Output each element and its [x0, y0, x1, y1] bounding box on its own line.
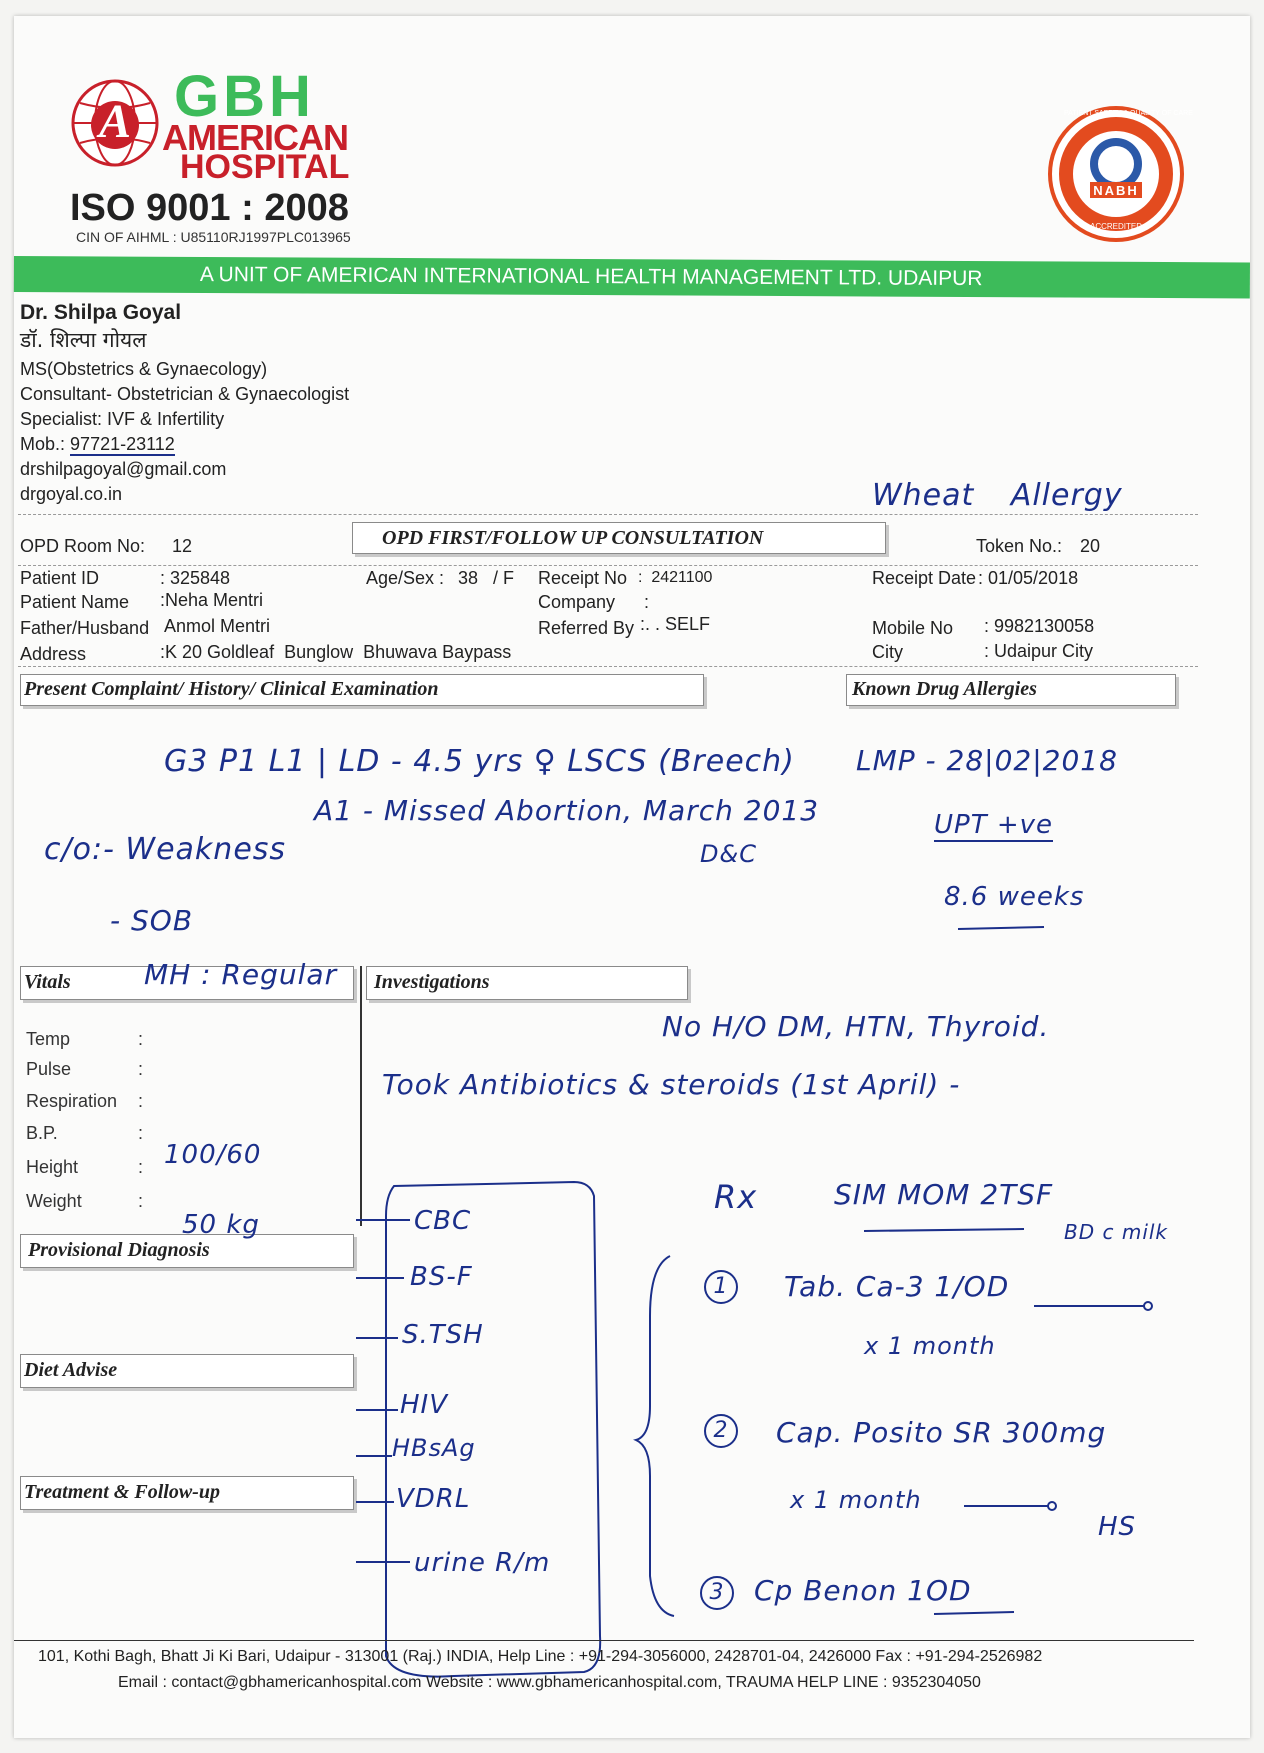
investigation-hbsag: HBsAg	[392, 1434, 476, 1462]
receipt-value: : 2421100	[638, 569, 713, 586]
nabh-ring-text: PATIENT SAFETY & QUALITY OF CARE	[1064, 110, 1193, 117]
footer-divider	[14, 1640, 1194, 1641]
receipt-date-label: Receipt Date	[872, 568, 977, 588]
cin-number: CIN OF AIHML : U85110RJ1997PLC013965	[76, 229, 351, 245]
opd-room-label: OPD Room No:	[20, 536, 146, 556]
referred-value: :. . SELF	[640, 614, 711, 634]
mobile-label: Mobile No	[872, 618, 954, 638]
weight-colon: :	[138, 1191, 144, 1211]
prescription-sheet	[14, 16, 1250, 1738]
allergy-note: Wheat Allergy	[872, 478, 1123, 513]
company-value: :	[644, 592, 650, 612]
hospital-name-hospital: HOSPITAL	[180, 148, 350, 186]
respiration-colon: :	[138, 1091, 144, 1111]
rx1-medicine: Tab. Ca-3 1/OD	[784, 1270, 1010, 1303]
receipt-label: Receipt No	[538, 568, 628, 588]
address-value: :K 20 Goldleaf Bunglow Bhuwava Baypass	[160, 642, 512, 662]
weeks-note: 8.6 weeks	[944, 882, 1085, 912]
investigation-tsh: S.TSH	[402, 1320, 484, 1350]
father-label: Father/Husband	[20, 618, 150, 638]
patient-name-label: Patient Name	[20, 592, 130, 612]
father-value: Anmol Mentri	[164, 616, 271, 636]
rx2-duration: x 1 month	[790, 1486, 922, 1514]
nabh-accredited: ACCREDITED	[1089, 222, 1142, 231]
receipt-date-value: : 01/05/2018	[978, 568, 1079, 588]
doctor-role: Consultant- Obstetrician & Gynaecologist	[20, 384, 350, 404]
pulse-label: Pulse	[26, 1059, 72, 1079]
doctor-email: drshilpagoyal@gmail.com	[20, 459, 227, 479]
rx2-number: 2	[704, 1414, 738, 1448]
doctor-website: drgoyal.co.in	[20, 484, 123, 504]
investigation-bracket	[386, 1182, 600, 1677]
referred-label: Referred By	[538, 618, 635, 638]
form-title: OPD FIRST/FOLLOW UP CONSULTATION	[382, 527, 764, 549]
city-value: : Udaipur City	[984, 641, 1094, 661]
address-label: Address	[20, 644, 87, 664]
rx2-medicine: Cap. Posito SR 300mg	[776, 1416, 1107, 1449]
complaint-weakness: c/o:- Weakness	[44, 832, 287, 867]
height-label: Height	[26, 1157, 79, 1177]
unit-banner-text: A UNIT OF AMERICAN INTERNATIONAL HEALTH MANAGEMENT LTD. UDAIPUR	[199, 262, 983, 291]
investigation-hiv: HIV	[400, 1390, 449, 1420]
doctor-mobile-label: Mob.:	[20, 434, 66, 454]
temp-label: Temp	[26, 1029, 71, 1049]
city-label: City	[872, 642, 903, 662]
respiration-label: Respiration	[26, 1091, 118, 1111]
weight-value: 50 kg	[182, 1210, 260, 1240]
obstetric-history: G3 P1 L1 | LD - 4.5 yrs ♀ LSCS (Breech)	[164, 744, 795, 779]
token-label: Token No.:	[976, 536, 1063, 556]
rx1-duration: x 1 month	[864, 1332, 996, 1360]
opd-room-value: 12	[172, 536, 193, 556]
doctor-degree: MS(Obstetrics & Gynaecology)	[20, 359, 268, 379]
weight-label: Weight	[26, 1191, 82, 1211]
investigation-cbc: CBC	[414, 1206, 472, 1236]
mobile-value: : 9982130058	[984, 616, 1095, 636]
complaint-sob: - SOB	[110, 904, 194, 937]
investigations-title: Investigations	[374, 971, 490, 993]
logo-letter: A	[98, 95, 131, 148]
bp-label: B.P.	[26, 1123, 58, 1143]
nabh-label: NABH	[1093, 183, 1139, 198]
pulse-colon: :	[138, 1059, 144, 1079]
medical-history: No H/O DM, HTN, Thyroid.	[662, 1010, 1050, 1043]
footer-contact: Email : contact@gbhamericanhospital.com Website : www.gbhamericanhospital.com, TRAUMA HELP LINE : 9352304050	[118, 1674, 981, 1691]
abortion-history: A1 - Missed Abortion, March 2013	[314, 794, 820, 827]
patient-id-value: : 325848	[160, 568, 231, 588]
rx-sim-mom: SIM MOM 2TSF	[834, 1178, 1054, 1211]
complaint-title: Present Complaint/ History/ Clinical Examination	[24, 678, 439, 700]
dnc-note: D&C	[700, 840, 757, 868]
vitals-title: Vitals	[24, 971, 71, 993]
doctor-name: Dr. Shilpa Goyal	[20, 301, 182, 324]
temp-colon: :	[138, 1029, 144, 1049]
form-title-divider	[18, 565, 1198, 566]
unit-banner	[14, 256, 1250, 298]
lmp-note: LMP - 28|02|2018	[856, 744, 1118, 777]
rx2-hs: HS	[1098, 1512, 1137, 1542]
investigation-vdrl: VDRL	[396, 1484, 471, 1514]
header-divider	[18, 514, 1198, 515]
rx-symbol: Rx	[714, 1178, 758, 1216]
doctor-name-hindi: डॉ. शिल्पा गोयल	[20, 328, 147, 352]
doctor-mobile	[20, 434, 175, 455]
agesex-label: Age/Sex :	[366, 568, 445, 588]
investigation-urine: urine R/m	[414, 1548, 551, 1578]
hospital-name-american: AMERICAN	[162, 117, 348, 158]
bp-value: 100/60	[164, 1140, 262, 1170]
investigation-bsf: BS-F	[410, 1262, 473, 1292]
menstrual-history: MH : Regular	[144, 958, 338, 991]
rx1-number: 1	[704, 1270, 738, 1304]
doctor-specialist: Specialist: IVF & Infertility	[20, 409, 225, 429]
medication-history: Took Antibiotics & steroids (1st April) -	[382, 1068, 961, 1101]
hospital-name-gbh: GBH	[174, 64, 315, 129]
rx3-number: 3	[700, 1576, 734, 1610]
allergies-title: Known Drug Allergies	[852, 678, 1037, 700]
height-colon: :	[138, 1157, 144, 1177]
diagnosis-title: Provisional Diagnosis	[28, 1239, 210, 1261]
patient-divider	[18, 666, 1198, 667]
vitals-column-divider	[360, 966, 362, 1226]
rx3-medicine: Cp Benon 1OD	[754, 1574, 972, 1607]
footer-address: 101, Kothi Bagh, Bhatt Ji Ki Bari, Udaipur - 313001 (Raj.) INDIA, Help Line : +91-294-3056000, 2428701-04, 2426000 Fax : +91-294-2526982	[38, 1648, 1043, 1665]
patient-name-value: :Neha Mentri	[160, 590, 264, 610]
patient-id-label: Patient ID	[20, 568, 100, 588]
agesex-value: 38 / F	[458, 568, 515, 588]
diet-title: Diet Advise	[24, 1359, 118, 1381]
doctor-mobile-number: 97721-23112	[70, 434, 175, 454]
bp-colon: :	[138, 1123, 144, 1143]
treatment-title: Treatment & Follow-up	[24, 1481, 220, 1503]
iso-certification: ISO 9001 : 2008	[70, 187, 349, 229]
hospital-logo	[70, 78, 160, 168]
token-value: 20	[1080, 536, 1101, 556]
upt-note: UPT +ve	[934, 810, 1054, 840]
rx-sim-dose: BD c milk	[1064, 1220, 1169, 1244]
rx-brace	[636, 1256, 674, 1616]
company-label: Company	[538, 592, 616, 612]
nabh-seal	[1046, 104, 1193, 244]
